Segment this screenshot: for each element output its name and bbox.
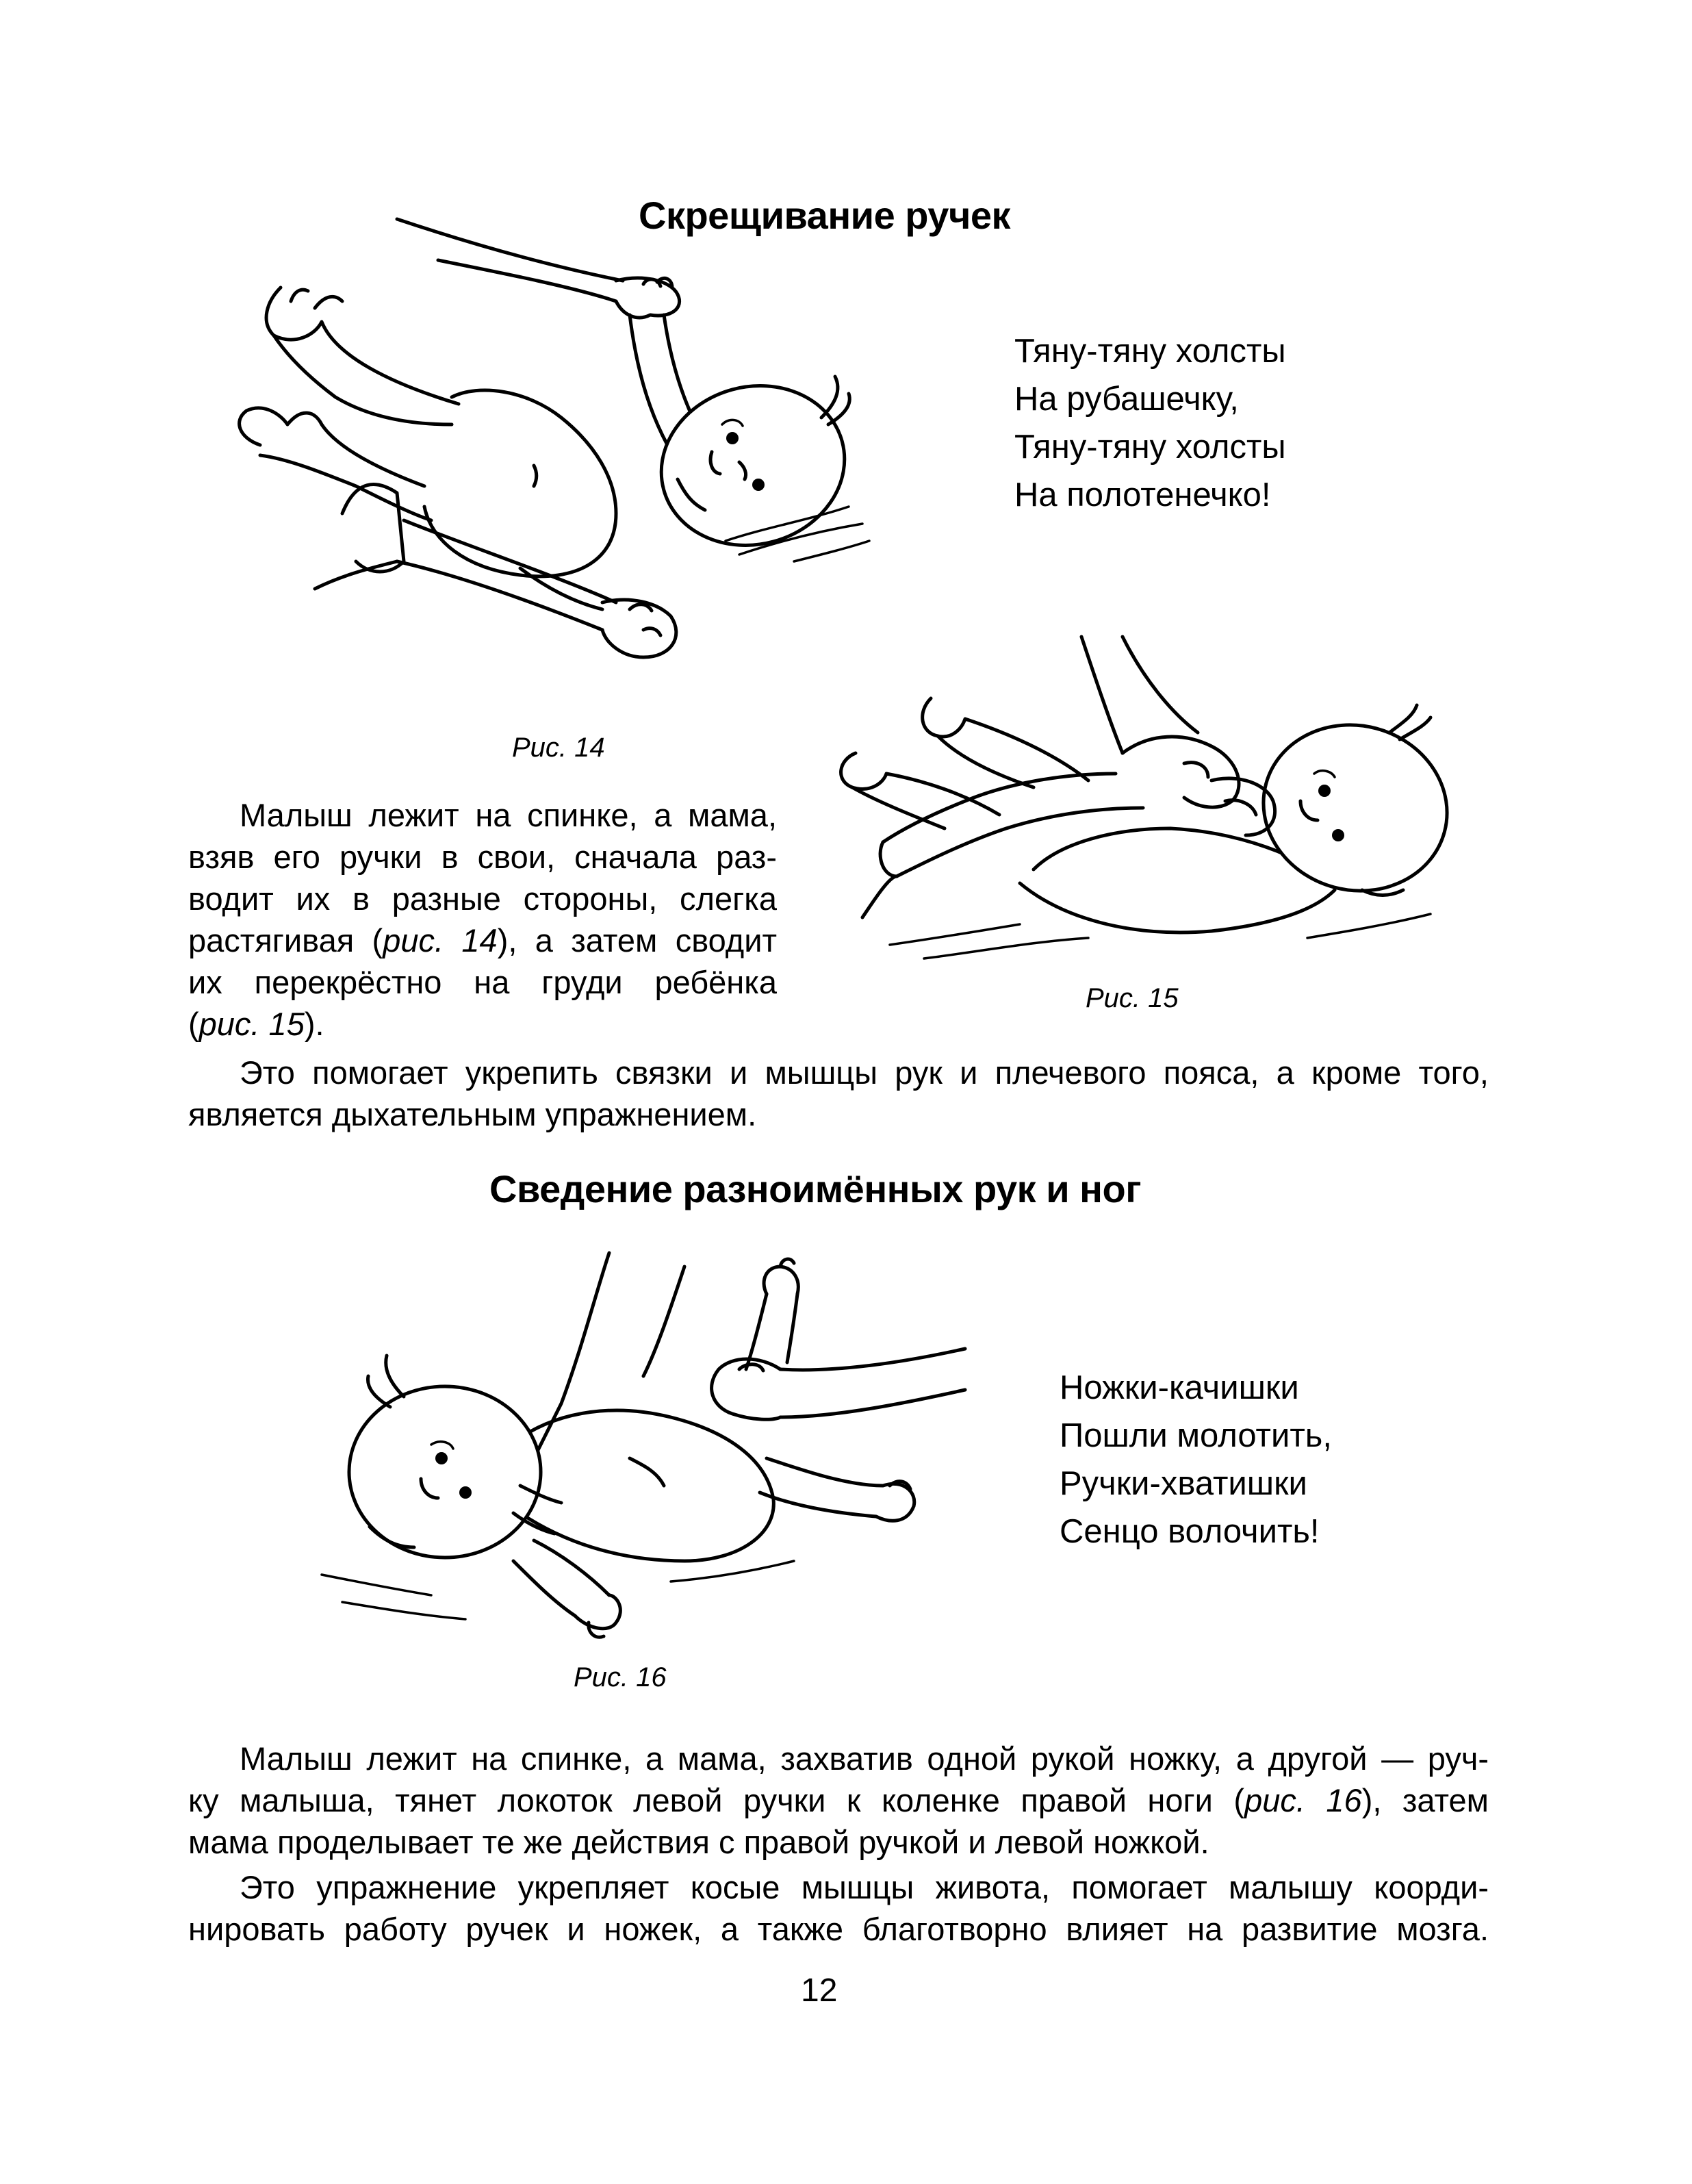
exercise-2-description — [188, 1738, 1489, 1863]
text-fragment: ), а затем сводит — [497, 922, 777, 958]
poem-line: Пошли молотить, — [1060, 1417, 1332, 1454]
poem-line: Ручки-хватишки — [1060, 1465, 1307, 1502]
text-line: Малыш лежит на спинке, а мама, — [240, 797, 777, 833]
section-title-opposite-limbs: Сведение разноимённых рук и ног — [489, 1167, 1142, 1210]
figure-reference: рис. 16 — [1244, 1782, 1362, 1818]
text-line: мама проделывает те же действия с правой ручкой и левой ножкой. — [188, 1824, 1209, 1860]
poem-line: Сенцо волочить! — [1060, 1513, 1320, 1550]
exercise-2-benefit — [188, 1866, 1489, 1950]
figure-16-caption: Рис. 16 — [574, 1662, 667, 1692]
text-fragment: ( — [188, 1006, 199, 1042]
poem-1 — [1014, 327, 1286, 519]
poem-line: На рубашечку, — [1014, 381, 1239, 418]
poem-line: Тяну-тяну холсты — [1014, 333, 1286, 370]
text-fragment: ку малыша, тянет локоток левой ручки к коленке правой ноги ( — [188, 1782, 1245, 1818]
text-line: Это помогает укрепить связки и мышцы рук и плечевого пояса, а кроме того, — [240, 1054, 1489, 1091]
text-fragment: ). — [304, 1006, 324, 1042]
poem-line: Тяну-тяну холсты — [1014, 429, 1286, 466]
poem-line: Ножки-качишки — [1060, 1369, 1299, 1406]
page-number: 12 — [801, 1972, 838, 2009]
text-line: Это упражнение укрепляет косые мышцы живота, помогает малышу коорди- — [240, 1869, 1489, 1905]
text-fragment: растягивая ( — [188, 922, 383, 958]
text-line: их перекрёстно на груди ребёнка — [188, 964, 777, 1000]
figure-15-caption: Рис. 15 — [1086, 983, 1179, 1013]
figure-14-illustration — [233, 219, 890, 739]
text-line — [188, 919, 777, 961]
text-line — [188, 1003, 777, 1045]
figure-14-caption: Рис. 14 — [512, 733, 605, 763]
exercise-1-benefit — [188, 1052, 1489, 1135]
exercise-1-description — [188, 794, 777, 1045]
text-fragment: ), затем — [1361, 1782, 1489, 1818]
figure-reference: рис. 14 — [383, 922, 498, 958]
figure-reference: рис. 15 — [198, 1006, 305, 1042]
poem-2 — [1060, 1364, 1332, 1556]
poem-line: На полотенечко! — [1014, 477, 1271, 513]
text-line — [188, 1779, 1489, 1821]
text-line: Малыш лежит на спинке, а мама, захватив одной рукой ножку, а другой — руч- — [240, 1740, 1489, 1777]
text-line: водит их в разные стороны, слегка — [188, 880, 777, 917]
figure-15-illustration — [828, 637, 1458, 958]
section-title-crossing-arms: Скрещивание ручек — [639, 194, 1011, 237]
figure-16-illustration — [287, 1253, 972, 1650]
text-line: взяв его ручки в свои, сначала раз- — [188, 839, 777, 875]
text-line: нировать работу ручек и ножек, а также благотворно влияет на развитие мозга. — [188, 1911, 1489, 1947]
text-line: является дыхательным упражнением. — [188, 1096, 757, 1132]
